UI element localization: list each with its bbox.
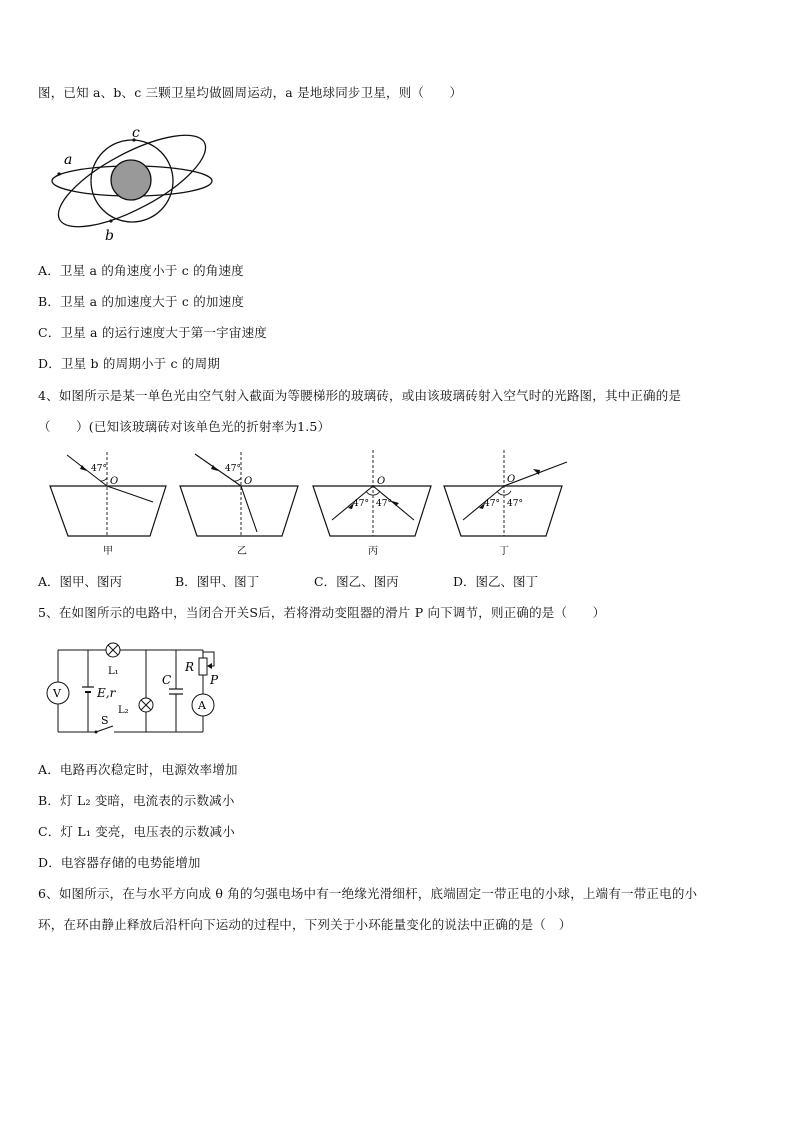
- capacitor-label: C: [162, 673, 172, 687]
- q5-option-a: A．电路再次稳定时，电源效率增加: [38, 762, 238, 777]
- q3-option-a: A．卫星 a 的角速度小于 c 的角速度: [38, 263, 244, 278]
- q4-stem-line2: （ ）(已知该玻璃砖对该单色光的折射率为1.5）: [38, 419, 331, 434]
- switch-label: S: [101, 714, 109, 727]
- angle-right-ding: 47°: [507, 499, 523, 509]
- point-o-yi: O: [244, 476, 253, 487]
- q5-option-d: D．电容器存储的电势能增加: [38, 855, 201, 870]
- q3-option-c: C．卫星 a 的运行速度大于第一宇宙速度: [38, 325, 267, 340]
- q6-line2: 环，在环由静止释放后沿杆向下运动的过程中，下列关于小环能量变化的说法中正确的是（ ）: [38, 917, 572, 932]
- voltmeter-label: V: [53, 687, 61, 700]
- q3-intro: 图，已知 a、b、c 三颗卫星均做圆周运动，a 是地球同步卫星，则（ ）: [38, 85, 463, 100]
- slider-label: P: [210, 673, 219, 687]
- prism-figure-bing: [310, 448, 435, 558]
- angle-right-bing: 47°: [376, 499, 392, 509]
- q5-option-c: C．灯 L₁ 变亮，电压表的示数减小: [38, 824, 235, 839]
- point-o-bing: O: [377, 476, 386, 487]
- angle-label-yi: 47°: [225, 464, 241, 474]
- caption-jia: 甲: [103, 546, 113, 557]
- label-c: c: [132, 125, 140, 141]
- prism-figure-yi: [177, 448, 302, 558]
- angle-left-bing: 47°: [353, 499, 369, 509]
- q5-stem: 5、在如图所示的电路中，当闭合开关S后，若将滑动变阻器的滑片 P 向下调节，则正确的是（ ）: [38, 605, 606, 620]
- angle-left-ding: 47°: [484, 499, 500, 509]
- ammeter-label: A: [198, 699, 206, 712]
- q4-option-a: A．图甲、图丙: [38, 574, 123, 589]
- lamp-l1-label: L₁: [108, 666, 119, 677]
- point-o-ding: O: [507, 474, 516, 485]
- label-a: a: [64, 152, 73, 168]
- label-b: b: [105, 228, 114, 243]
- angle-label-jia: 47°: [91, 464, 107, 474]
- prism-figure-jia: [45, 448, 170, 558]
- q4-option-d: D．图乙、图丁: [453, 574, 539, 589]
- q3-option-b: B．卫星 a 的加速度大于 c 的加速度: [38, 294, 245, 309]
- prism-figure-ding: [441, 448, 571, 558]
- caption-ding: 丁: [499, 546, 509, 557]
- satellite-orbit-figure: [45, 118, 225, 243]
- source-label: E,r: [97, 686, 116, 700]
- resistor-label: R: [185, 660, 195, 674]
- caption-yi: 乙: [237, 546, 247, 557]
- q6-line1: 6、如图所示，在与水平方向成 θ 角的匀强电场中有一绝缘光滑细杆，底端固定一带正电的小球，上端有一带正电的小: [38, 886, 698, 901]
- point-o-jia: O: [110, 476, 119, 487]
- q4-option-b: B．图甲、图丁: [175, 574, 260, 589]
- q3-option-d: D．卫星 b 的周期小于 c 的周期: [38, 356, 221, 371]
- q5-option-b: B．灯 L₂ 变暗，电流表的示数减小: [38, 793, 235, 808]
- caption-bing: 丙: [368, 546, 378, 557]
- circuit-diagram: [38, 635, 228, 740]
- q4-option-c: C．图乙、图丙: [314, 574, 399, 589]
- lamp-l2-label: L₂: [118, 705, 129, 716]
- q4-stem-line1: 4、如图所示是某一单色光由空气射入截面为等腰梯形的玻璃砖，或由该玻璃砖射入空气时的光路图，其中正确的是: [38, 388, 682, 403]
